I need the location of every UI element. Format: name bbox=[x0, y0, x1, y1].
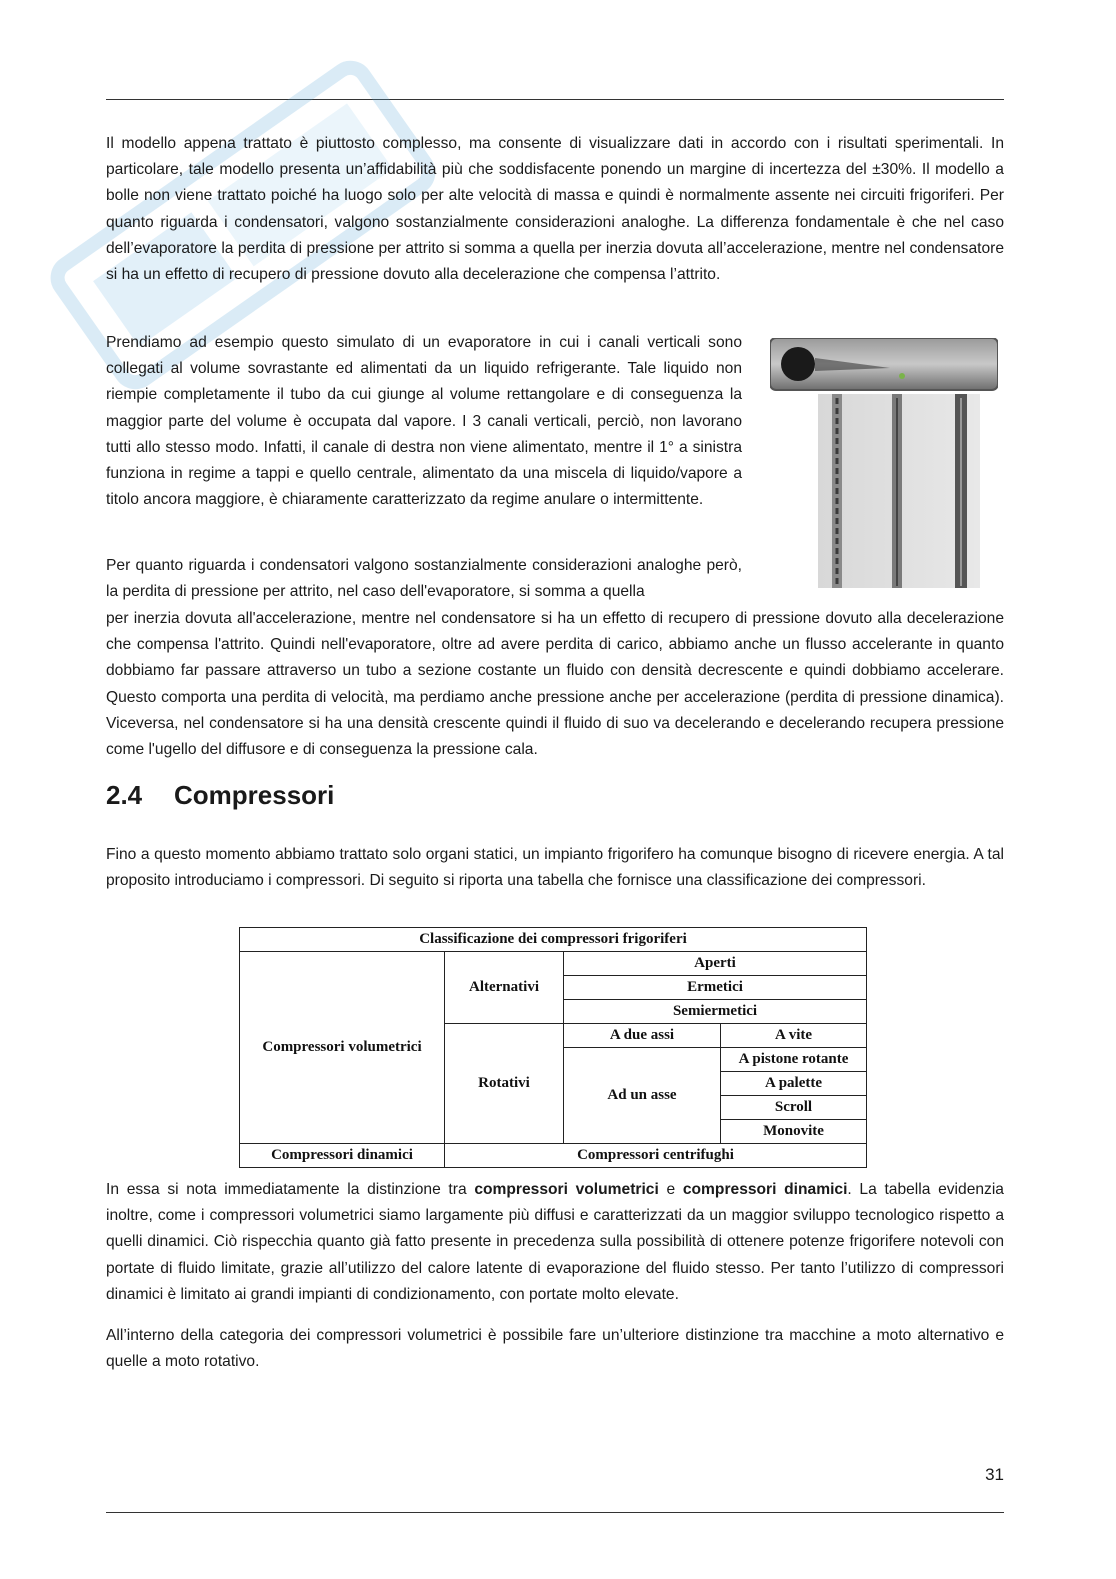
cell-two-axes: A due assi bbox=[564, 1024, 721, 1048]
cell-volumetric: Compressori volumetrici bbox=[240, 952, 445, 1144]
cell-rotary: Rotativi bbox=[445, 1024, 564, 1144]
p5-text-end: . La tabella evidenzia inoltre, come i compressori volumetrici siamo largamente più diffusi e caratterizzati da un maggior sviluppo tecnologico rispetto a quelli dinamici. Ciò rispecchia quanto già fatto presente in precedenza sulla possibilità di ottenere potenze frigorifere notevoli con portate di fluido limitate, grazie all’utilizzo del calore latente di evaporazione del fluido stesso. Per tanto l’utilizzo di compressori dinamici è limitato ai grandi impianti di condizionamento, con portate molto elevate. bbox=[106, 1181, 1004, 1303]
cell-dynamic: Compressori dinamici bbox=[240, 1144, 445, 1168]
footer-rule bbox=[106, 1512, 1004, 1513]
header-rule bbox=[106, 99, 1004, 100]
p5-bold-dynamic: compressori dinamici bbox=[682, 1181, 848, 1198]
paragraph-table-discussion bbox=[106, 1177, 1004, 1308]
cell-screw: A vite bbox=[721, 1024, 867, 1048]
cell-semi-hermetic: Semiermetici bbox=[564, 1000, 867, 1024]
paragraph-compressors-intro: Fino a questo momento abbiamo trattato solo organi statici, un impianto frigorifero ha comunque bisogno di ricevere energia. A tal proposito introduciamo i compressori. Di seguito si riporta una tabella che fornisce una classificazione dei compressori. bbox=[106, 846, 1004, 890]
cell-scroll: Scroll bbox=[721, 1096, 867, 1120]
paragraph-volumetric-distinction: All’interno della categoria dei compressori volumetrici è possibile fare un’ulteriore distinzione tra macchine a moto alternativo e quelle a moto rotativo. bbox=[106, 1327, 1004, 1371]
paragraph-condensers-start: Per quanto riguarda i condensatori valgono sostanzialmente considerazioni analoghe però, la perdita di pressione per attrito, nel caso dell'evaporatore, si somma a quella bbox=[106, 557, 742, 601]
cell-single-screw: Monovite bbox=[721, 1120, 867, 1144]
paragraph-condensers-continued: per inerzia dovuta all'accelerazione, mentre nel condensatore si ha un effetto di recupero di pressione dovuto alla decelerazione che compensa l'attrito. Quindi nell'evaporatore, oltre ad avere perdita di carico, abbiamo anche un flusso accelerante in quanto dobbiamo far passare attraverso un tubo a sezione costante un fluido con densità decrescente e quindi dobbiamo accelerare. Questo comporta una perdita di velocità, ma perdiamo anche pressione anche per accelerazione (perdita di pressione dinamica). Viceversa, nel condensatore si ha una densità crescente quindi il fluido di suo va decelerando e decelerando recupera pressione come l'ugello del diffusore e di conseguenza la pressione cala. bbox=[106, 610, 1004, 759]
evaporator-channels-photo bbox=[770, 338, 998, 588]
cell-open: Aperti bbox=[564, 952, 867, 976]
paragraph-model-reliability: Il modello appena trattato è piuttosto complesso, ma consente di visualizzare dati in accordo con i risultati sperimentali. In particolare, tale modello presenta un’affidabilità più che soddisfacente ponendo un margine di incertezza del ±30%. Il modello a bolle non viene trattato poiché ha luogo solo per alte velocità di massa e quindi è normalmente assente nei circuiti frigoriferi. Per quanto riguarda i condensatori, valgono sostanzialmente considerazioni analoghe. La differenza fondamentale è che nel caso dell’evaporatore la perdita di pressione per attrito si somma a quella per inerzia dovuta all’accelerazione, mentre nel condensatore si ha un effetto di recupero di pressione dovuto alla decelerazione che compensa l’attrito. bbox=[106, 135, 1004, 284]
cell-one-axis: Ad un asse bbox=[564, 1048, 721, 1144]
p5-text-mid: e bbox=[658, 1181, 683, 1198]
cell-centrifugal: Compressori centrifughi bbox=[445, 1144, 867, 1168]
paragraph-evaporator-example: Prendiamo ad esempio questo simulato di un evaporatore in cui i canali verticali sono collegati al volume sovrastante ed alimentati da un liquido refrigerante. Tale liquido non riempie completamente il tubo da cui giunge al volume rettangolare e di conseguenza la maggior parte del volume è occupata dal vapore. I 3 canali verticali, perciò, non lavorano tutti allo stesso modo. Infatti, il canale di destra non viene alimentato, mentre il 1° a sinistra funziona in regime a tappi e quello centrale, alimentato da una miscela di liquido/vapore a titolo ancora maggiore, è chiaramente caratterizzato da regime anulare o intermittente. bbox=[106, 334, 742, 509]
cell-hermetic: Ermetici bbox=[564, 976, 867, 1000]
section-title: Compressori bbox=[174, 780, 335, 810]
cell-rotating-piston: A pistone rotante bbox=[721, 1048, 867, 1072]
cell-vanes: A palette bbox=[721, 1072, 867, 1096]
cell-alternating: Alternativi bbox=[445, 952, 564, 1024]
p5-text-start: In essa si nota immediatamente la distinzione tra bbox=[106, 1181, 475, 1198]
compressor-classification-table bbox=[239, 927, 867, 1168]
page-number: 31 bbox=[985, 1465, 1004, 1484]
section-heading bbox=[106, 780, 334, 811]
p5-bold-volumetric: compressori volumetrici bbox=[474, 1181, 659, 1198]
section-number: 2.4 bbox=[106, 780, 143, 810]
table-title: Classificazione dei compressori frigoriferi bbox=[240, 928, 867, 952]
